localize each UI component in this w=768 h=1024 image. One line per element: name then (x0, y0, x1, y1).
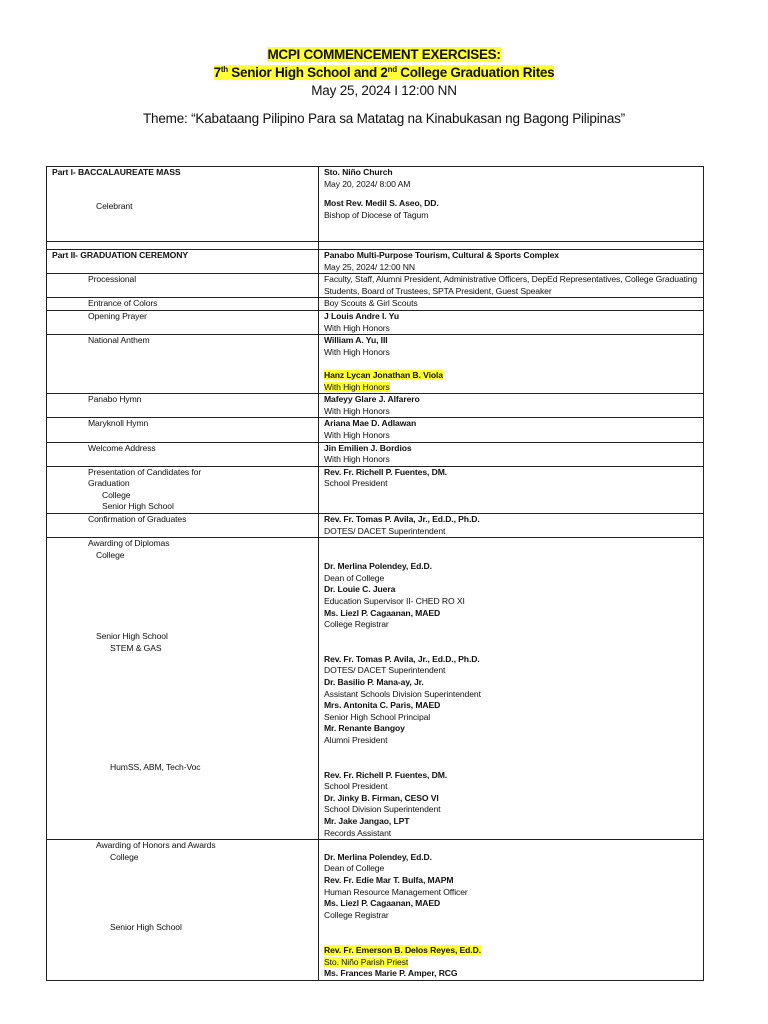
confirmation-name: Rev. Fr. Tomas P. Avila, Jr., Ed.D., Ph.D. (324, 514, 480, 525)
anthem-title-2: With High Honors (324, 381, 390, 392)
presentation-label-2: Graduation (88, 478, 130, 489)
ds-title-2: Assistant Schools Division Superintendent (324, 688, 481, 699)
presentation-title: School President (324, 478, 388, 489)
hs-name-2: Ms. Frances Marie P. Amper, RCG (324, 968, 458, 979)
part2-venue: Panabo Multi-Purpose Tourism, Cultural & Sports Complex (324, 250, 559, 260)
hc-title-1: Dean of College (324, 863, 385, 874)
part1-title: Part I- BACCALAUREATE MASS (52, 167, 181, 177)
ds-name-1: Rev. Fr. Tomas P. Avila, Jr., Ed.D., Ph.D. (324, 653, 480, 664)
celebrant-title: Bishop of Diocese of Tagum (324, 209, 429, 220)
dc-title-3: College Registrar (324, 619, 389, 630)
panabo-row (47, 394, 704, 418)
dh-title-2: School Division Superintendent (324, 804, 441, 815)
document-header (0, 46, 768, 128)
welcome-row (47, 442, 704, 466)
colors-row (47, 298, 704, 311)
maryknoll-name: Ariana Mae D. Adlawan (324, 418, 417, 429)
hc-title-2: Human Resource Management Officer (324, 886, 468, 897)
celebrant-name: Most Rev. Medil S. Aseo, DD. (324, 198, 439, 209)
confirmation-row (47, 514, 704, 538)
presentation-row (47, 466, 704, 513)
prayer-title: With High Honors (324, 322, 390, 333)
dc-title-2: Education Supervisor II- CHED RO XI (324, 596, 465, 607)
maryknoll-title: With High Honors (324, 429, 390, 440)
welcome-title: With High Honors (324, 454, 390, 465)
presentation-shs: Senior High School (102, 501, 174, 512)
dh-title-1: School President (324, 781, 388, 792)
event-title: MCPI COMMENCEMENT EXERCISES: (267, 47, 501, 62)
prayer-name: J Louis Andre I. Yu (324, 310, 399, 321)
ds-name-4: Mr. Renante Bangoy (324, 723, 405, 734)
dh-name-1: Rev. Fr. Richell P. Fuentes, DM. (324, 769, 448, 780)
dh-name-2: Dr. Jinky B. Firman, CESO VI (324, 792, 439, 803)
part1-venue: Sto. Niño Church (324, 167, 393, 177)
panabo-title: With High Honors (324, 405, 390, 416)
diplomas-label: Awarding of Diplomas (88, 538, 170, 549)
welcome-label: Welcome Address (88, 442, 156, 453)
anthem-row (47, 335, 704, 394)
event-date: May 25, 2024 I 12:00 NN (311, 83, 457, 98)
spacer-row (47, 242, 704, 250)
anthem-title-1: With High Honors (324, 346, 390, 357)
diplomas-row (47, 538, 704, 840)
honors-college: College (110, 851, 139, 862)
confirmation-label: Confirmation of Graduates (88, 514, 187, 525)
panabo-label: Panabo Hymn (88, 394, 142, 405)
maryknoll-row (47, 418, 704, 442)
presentation-college: College (102, 489, 131, 500)
event-subtitle: 7th Senior High School and 2nd College Graduation Rites (213, 65, 555, 80)
ds-name-3: Mrs. Antonita C. Paris, MAED (324, 700, 441, 711)
part1-datetime: May 20, 2024/ 8:00 AM (324, 178, 411, 189)
hc-name-3: Ms. Liezl P. Cagaanan, MAED (324, 898, 441, 909)
prayer-row (47, 310, 704, 334)
colors-label: Entrance of Colors (88, 298, 158, 309)
hc-name-1: Dr. Merlina Polendey, Ed.D. (324, 851, 432, 862)
maryknoll-label: Maryknoll Hymn (88, 418, 149, 429)
ds-title-1: DOTES/ DACET Superintendent (324, 665, 446, 676)
anthem-name-2: Hanz Lycan Jonathan B. Viola (324, 369, 443, 380)
panabo-name: Mafeyy Glare J. Alfarero (324, 394, 420, 405)
honors-shs: Senior High School (110, 922, 182, 933)
program-table (46, 166, 704, 981)
anthem-label: National Anthem (88, 335, 150, 346)
dc-name-1: Dr. Merlina Polendey, Ed.D. (324, 561, 432, 572)
dc-name-2: Dr. Louie C. Juera (324, 584, 396, 595)
diplomas-humss: HumSS, ABM, Tech-Voc (110, 761, 201, 772)
celebrant-label: Celebrant (96, 200, 133, 211)
processional-text: Faculty, Staff, Alumni President, Administrative Officers, DepEd Representatives, College Graduating Students, Board of Trustees, SPTA President, Guest Speaker (324, 274, 698, 296)
processional-label: Processional (88, 274, 137, 285)
hs-title-1: Sto. Niño Parish Priest (324, 956, 409, 967)
honors-label: Awarding of Honors and Awards (96, 840, 216, 851)
welcome-name: Jin Emilien J. Bordios (324, 442, 412, 453)
prayer-label: Opening Prayer (88, 310, 147, 321)
ds-title-3: Senior High School Principal (324, 711, 431, 722)
confirmation-title: DOTES/ DACET Superintendent (324, 525, 446, 536)
part2-title: Part II- GRADUATION CEREMONY (52, 250, 188, 260)
processional-row (47, 274, 704, 298)
dh-name-3: Mr. Jake Jangao, LPT (324, 815, 410, 826)
ds-title-4: Alumni President (324, 734, 388, 745)
event-theme: Theme: “Kabataang Pilipino Para sa Matatag na Kinabukasan ng Bagong Pilipinas” (143, 111, 625, 126)
anthem-name-1: William A. Yu, III (324, 335, 388, 346)
ds-name-2: Dr. Basilio P. Mana-ay, Jr. (324, 677, 424, 687)
part2-header-row (47, 250, 704, 274)
dc-name-3: Ms. Liezl P. Cagaanan, MAED (324, 607, 441, 618)
colors-text: Boy Scouts & Girl Scouts (324, 298, 418, 309)
presentation-name: Rev. Fr. Richell P. Fuentes, DM. (324, 466, 448, 477)
dc-title-1: Dean of College (324, 572, 385, 583)
part1-row (47, 167, 704, 242)
hs-name-1: Rev. Fr. Emerson B. Delos Reyes, Ed.D. (324, 945, 481, 956)
presentation-label-1: Presentation of Candidates for (88, 466, 202, 477)
honors-row (47, 840, 704, 981)
diplomas-stem: STEM & GAS (110, 643, 162, 654)
diplomas-shs: Senior High School (96, 631, 168, 642)
hc-name-2: Rev. Fr. Edie Mar T. Bulfa, MAPM (324, 874, 454, 885)
part2-datetime: May 25, 2024/ 12:00 NN (324, 261, 415, 272)
hc-title-3: College Registrar (324, 909, 389, 920)
diplomas-college: College (96, 549, 125, 560)
dh-title-3: Records Assistant (324, 827, 392, 838)
